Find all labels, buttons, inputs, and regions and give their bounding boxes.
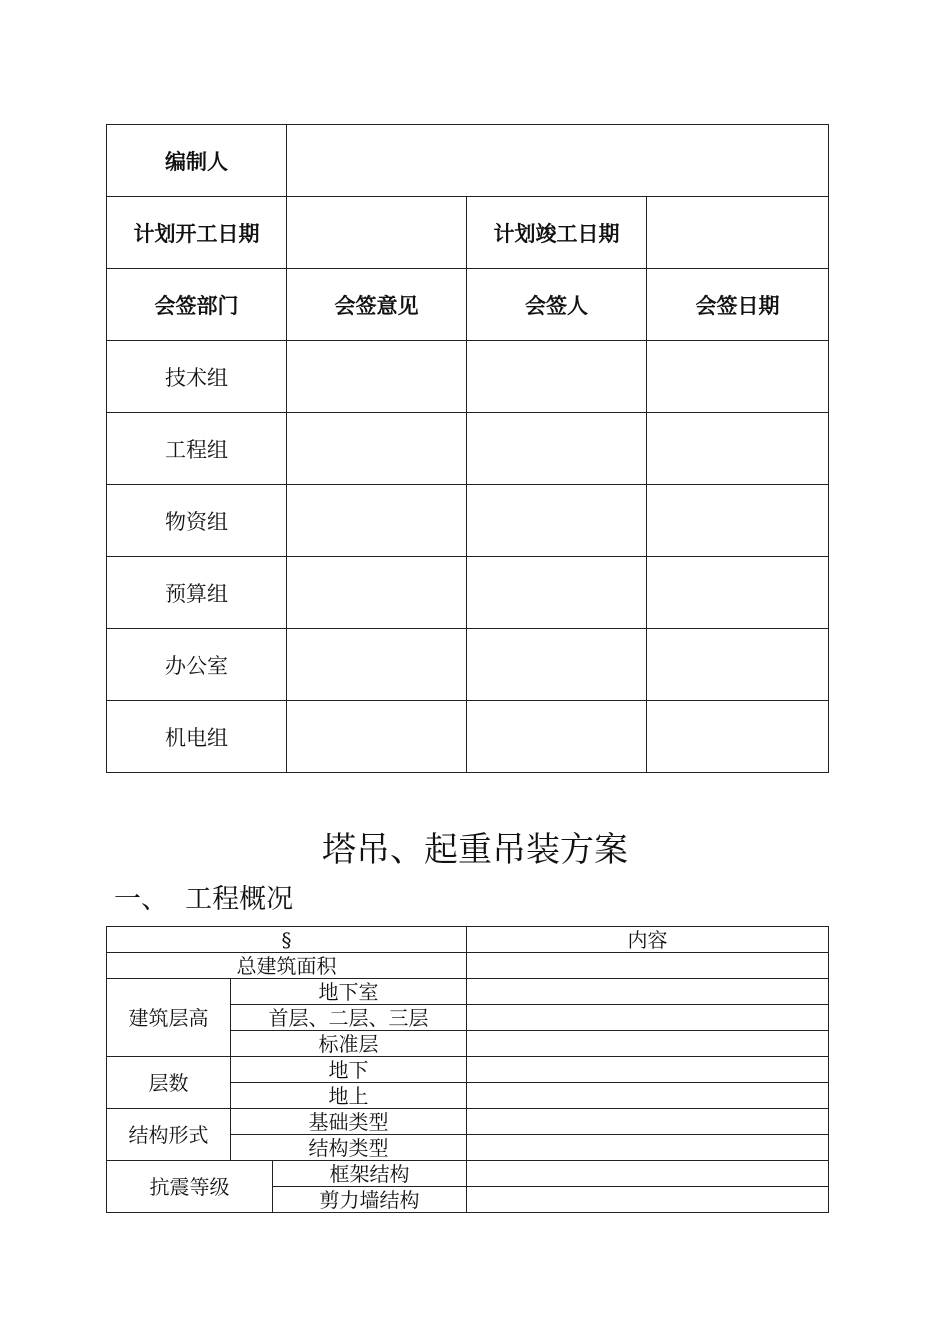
content-cell [467, 979, 829, 1005]
floor-height-item: 标准层 [231, 1031, 467, 1057]
header-signer: 会签人 [467, 269, 647, 341]
planned-start-label: 计划开工日期 [107, 197, 287, 269]
project-overview-table [106, 926, 829, 1213]
content-cell [467, 1109, 829, 1135]
content-cell [467, 1083, 829, 1109]
header-opinion: 会签意见 [287, 269, 467, 341]
compiler-value [287, 125, 829, 197]
content-cell [467, 1005, 829, 1031]
table-row [107, 485, 829, 557]
opinion-cell [287, 341, 467, 413]
department-cell: 技术组 [107, 341, 287, 413]
floor-height-item: 首层、二层、三层 [231, 1005, 467, 1031]
header-department: 会签部门 [107, 269, 287, 341]
department-cell: 物资组 [107, 485, 287, 557]
signer-cell [467, 557, 647, 629]
opinion-cell [287, 485, 467, 557]
content-cell [467, 1135, 829, 1161]
floor-height-item: 地下室 [231, 979, 467, 1005]
table-row [107, 979, 829, 1005]
department-cell: 预算组 [107, 557, 287, 629]
table-row [107, 1057, 829, 1083]
department-cell: 工程组 [107, 413, 287, 485]
table-row [107, 953, 829, 979]
signer-cell [467, 341, 647, 413]
total-area-label: 总建筑面积 [107, 953, 467, 979]
floors-label: 层数 [107, 1057, 231, 1109]
date-cell [647, 341, 829, 413]
date-cell [647, 701, 829, 773]
schedule-row [107, 197, 829, 269]
content-cell [467, 1057, 829, 1083]
opinion-cell [287, 413, 467, 485]
department-cell: 办公室 [107, 629, 287, 701]
document-title: 塔吊、起重吊装方案 [322, 830, 628, 870]
opinion-cell [287, 629, 467, 701]
overview-header-row [107, 927, 829, 953]
seismic-item: 剪力墙结构 [273, 1187, 467, 1213]
table-row [107, 1109, 829, 1135]
table-row [107, 701, 829, 773]
header-content: 内容 [467, 927, 829, 953]
floors-item: 地下 [231, 1057, 467, 1083]
date-cell [647, 629, 829, 701]
sign-off-table [106, 124, 829, 773]
sign-header-row [107, 269, 829, 341]
compiler-row [107, 125, 829, 197]
table-row [107, 341, 829, 413]
header-item: § [107, 927, 467, 953]
date-cell [647, 485, 829, 557]
table-row [107, 413, 829, 485]
table-row [107, 629, 829, 701]
table-row [107, 557, 829, 629]
planned-start-value [287, 197, 467, 269]
structure-item: 基础类型 [231, 1109, 467, 1135]
signer-cell [467, 629, 647, 701]
seismic-label: 抗震等级 [107, 1161, 273, 1213]
section-heading: 一、 工程概况 [114, 884, 294, 915]
date-cell [647, 413, 829, 485]
department-cell: 机电组 [107, 701, 287, 773]
signer-cell [467, 485, 647, 557]
content-cell [467, 953, 829, 979]
signer-cell [467, 413, 647, 485]
structure-label: 结构形式 [107, 1109, 231, 1161]
table-row [107, 1161, 829, 1187]
content-cell [467, 1031, 829, 1057]
compiler-label: 编制人 [107, 125, 287, 197]
floors-item: 地上 [231, 1083, 467, 1109]
planned-end-value [647, 197, 829, 269]
content-cell [467, 1161, 829, 1187]
opinion-cell [287, 557, 467, 629]
planned-end-label: 计划竣工日期 [467, 197, 647, 269]
date-cell [647, 557, 829, 629]
floor-height-label: 建筑层高 [107, 979, 231, 1057]
content-cell [467, 1187, 829, 1213]
structure-item: 结构类型 [231, 1135, 467, 1161]
opinion-cell [287, 701, 467, 773]
signer-cell [467, 701, 647, 773]
header-date: 会签日期 [647, 269, 829, 341]
seismic-item: 框架结构 [273, 1161, 467, 1187]
